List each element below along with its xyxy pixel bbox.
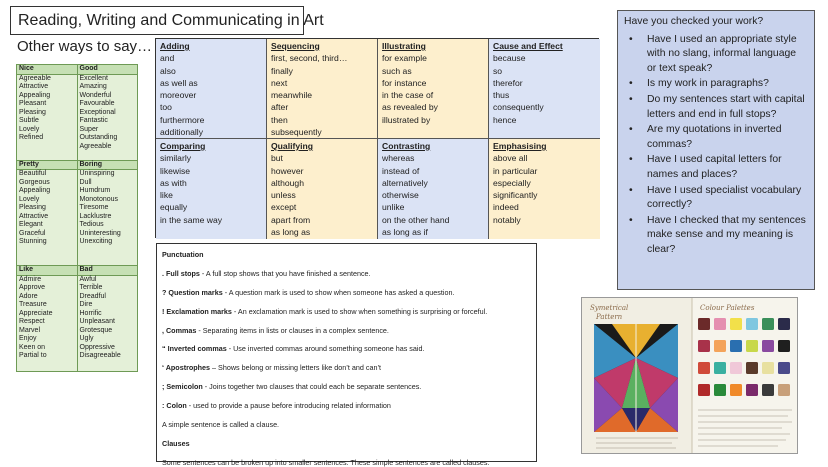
clauses-text: Some sentences can be broken up into smaller sentences. These simple sentences are called clauses. bbox=[162, 457, 490, 467]
list-line: Monotonous bbox=[79, 195, 119, 203]
list-line: Wonderful bbox=[79, 91, 112, 99]
list-line: like bbox=[160, 190, 173, 201]
checklist-question: Have you checked your work? bbox=[624, 16, 764, 27]
list-line: although bbox=[271, 177, 304, 188]
list-line: Unpleasant bbox=[79, 318, 115, 325]
list-line: consequently bbox=[493, 102, 544, 113]
list-line: Stunning bbox=[19, 238, 47, 245]
list-line: for instance bbox=[382, 77, 427, 88]
list-line: meanwhile bbox=[271, 90, 313, 101]
list-line: Fantastic bbox=[79, 117, 108, 124]
list-line: Favourable bbox=[79, 100, 115, 107]
list-line: in the same way bbox=[160, 214, 223, 225]
synonym-heading: Boring bbox=[77, 160, 138, 170]
connective-list bbox=[382, 152, 484, 238]
list-line: Dull bbox=[79, 178, 92, 186]
colour-swatch bbox=[746, 340, 758, 352]
list-line: as with bbox=[160, 177, 187, 188]
list-line: Tiresome bbox=[79, 204, 109, 211]
synonym-heading: Nice bbox=[17, 65, 78, 75]
synonym-group-header bbox=[17, 266, 138, 276]
list-line: Enjoy bbox=[19, 335, 37, 342]
list-line: moreover bbox=[160, 90, 197, 101]
checklist-item: • Have I used an appropriate style with no slang, informal language or text speak? bbox=[624, 33, 808, 77]
list-line: Subtle bbox=[19, 117, 39, 124]
colour-swatch bbox=[714, 384, 726, 396]
connective-list bbox=[271, 52, 373, 138]
list-line: as revealed by bbox=[382, 102, 438, 113]
connective-heading: Adding bbox=[160, 41, 190, 51]
list-line: then bbox=[271, 114, 288, 125]
list-line: alternatively bbox=[382, 177, 428, 188]
connective-list bbox=[493, 152, 596, 226]
synonym-group-body bbox=[17, 275, 138, 371]
symmetrical-pattern-artwork bbox=[594, 324, 678, 432]
list-line: otherwise bbox=[382, 190, 419, 201]
synonym-list bbox=[77, 275, 138, 371]
list-line: Partial to bbox=[19, 352, 47, 359]
sketch-right-title: Colour Palettes bbox=[700, 304, 755, 312]
list-line: Awful bbox=[79, 275, 97, 283]
colour-swatch bbox=[698, 318, 710, 330]
list-line: in the case of bbox=[382, 90, 434, 101]
punctuation-box bbox=[156, 243, 537, 467]
checklist-item: • Have I used capital letters for names and places? bbox=[624, 153, 808, 182]
synonyms-table bbox=[16, 64, 138, 372]
list-line: Attractive bbox=[19, 212, 49, 220]
list-line: above all bbox=[493, 153, 528, 164]
checklist-item: • Have I checked that my sentences make sense and my meaning is clear? bbox=[624, 214, 808, 258]
connective-cell-comparing bbox=[156, 139, 267, 239]
list-line: Oppressive bbox=[79, 343, 115, 351]
list-line: whereas bbox=[382, 153, 415, 164]
list-line: Approve bbox=[19, 284, 46, 291]
connective-heading: Comparing bbox=[160, 141, 206, 151]
synonym-list bbox=[17, 74, 78, 160]
list-line: Horrific bbox=[79, 309, 102, 317]
list-line: additionally bbox=[160, 127, 203, 138]
list-line: such as bbox=[382, 65, 412, 76]
list-line: first, second, third… bbox=[271, 53, 348, 64]
list-line: in particular bbox=[493, 165, 538, 176]
list-line: Unexciting bbox=[79, 238, 113, 245]
list-line: and bbox=[160, 53, 175, 64]
list-line: Dire bbox=[79, 301, 93, 308]
connective-list bbox=[271, 152, 373, 238]
colour-swatch bbox=[714, 340, 726, 352]
list-line: Respect bbox=[19, 318, 45, 325]
punctuation-heading: Punctuation bbox=[162, 250, 204, 259]
list-line: Lovely bbox=[19, 125, 40, 133]
list-line: finally bbox=[271, 65, 293, 76]
list-line: illustrated by bbox=[382, 114, 431, 125]
list-line: Elegant bbox=[19, 221, 43, 228]
colour-swatch bbox=[714, 318, 726, 330]
list-line: Appreciate bbox=[19, 309, 53, 317]
list-line: so bbox=[493, 65, 503, 76]
connective-heading: Contrasting bbox=[382, 141, 431, 151]
list-line: apart from bbox=[271, 214, 311, 225]
colour-swatch bbox=[698, 340, 710, 352]
colour-swatch bbox=[778, 362, 790, 374]
punctuation-item: ? Question marks - A question mark is used to show when someone has asked a question. bbox=[162, 287, 455, 297]
punctuation-item: ; Semicolon - Joins together two clauses that could each be separate sentences. bbox=[162, 382, 422, 392]
list-line: Amazing bbox=[79, 83, 107, 90]
list-line: indeed bbox=[493, 202, 519, 213]
list-line: too bbox=[160, 102, 172, 113]
punctuation-item: “ Inverted commas - Use inverted commas around something someone has said. bbox=[162, 344, 425, 354]
list-line: Agreeable bbox=[79, 142, 112, 150]
synonym-list bbox=[77, 74, 138, 160]
synonym-heading: Pretty bbox=[17, 160, 78, 170]
colour-swatch bbox=[730, 384, 742, 396]
list-line: unlike bbox=[382, 202, 405, 213]
list-line: Adore bbox=[19, 292, 38, 300]
synonym-list bbox=[17, 275, 78, 371]
colour-swatch bbox=[762, 340, 774, 352]
list-line: Grotesque bbox=[79, 326, 113, 334]
list-line: except bbox=[271, 202, 297, 213]
list-line: significantly bbox=[493, 190, 538, 201]
connective-cell-illustrating bbox=[378, 39, 489, 139]
list-line: Disagreeable bbox=[79, 352, 121, 359]
list-line: Appealing bbox=[19, 91, 51, 99]
colour-swatch bbox=[746, 362, 758, 374]
connective-list bbox=[160, 152, 262, 226]
list-line: Gorgeous bbox=[19, 178, 50, 186]
list-line: Admire bbox=[19, 275, 42, 283]
colour-swatch bbox=[746, 384, 758, 396]
list-line: unless bbox=[271, 190, 296, 201]
colour-swatch bbox=[778, 340, 790, 352]
connective-cell-sequencing bbox=[267, 39, 378, 139]
connective-cell-emphasising bbox=[489, 139, 600, 239]
connective-heading: Cause and Effect bbox=[493, 41, 563, 51]
list-line: Marvel bbox=[19, 326, 41, 334]
list-line: Beautiful bbox=[19, 170, 47, 177]
list-line: after bbox=[271, 102, 289, 113]
synonym-heading: Good bbox=[77, 65, 138, 75]
list-line: notably bbox=[493, 214, 521, 225]
list-line: Agreeable bbox=[19, 74, 51, 82]
list-line: similarly bbox=[160, 153, 192, 164]
list-line: thus bbox=[493, 90, 510, 101]
list-line: Outstanding bbox=[79, 134, 118, 141]
list-line: Ugly bbox=[79, 335, 94, 342]
list-line: Super bbox=[79, 125, 99, 133]
list-line: likewise bbox=[160, 165, 191, 176]
colour-swatch bbox=[746, 318, 758, 330]
list-line: Lovely bbox=[19, 195, 40, 203]
list-line: instead of bbox=[382, 165, 420, 176]
connective-cell-adding bbox=[156, 39, 267, 139]
list-line: on the other hand bbox=[382, 214, 450, 225]
checklist-item: • Have I used specialist vocabulary correctly? bbox=[624, 184, 808, 213]
list-line: as long as bbox=[271, 227, 311, 238]
connective-cell-contrasting bbox=[378, 139, 489, 239]
list-line: Excellent bbox=[79, 74, 108, 82]
synonym-list bbox=[17, 170, 78, 266]
page-title: Reading, Writing and Communicating in Art bbox=[10, 6, 304, 35]
connective-list bbox=[160, 52, 262, 138]
list-line: Lacklustre bbox=[79, 212, 112, 220]
list-line: next bbox=[271, 77, 288, 88]
punctuation-item: ! Exclamation marks - An exclamation mark is used to show when something is surprising or forceful. bbox=[162, 306, 488, 316]
colour-swatch bbox=[778, 318, 790, 330]
sketch-left-title-1: Symetrical bbox=[590, 304, 629, 312]
punctuation-item: . Full stops - A full stop shows that you have finished a sentence. bbox=[162, 268, 371, 278]
synonym-heading: Bad bbox=[77, 266, 138, 276]
connective-heading: Emphasising bbox=[493, 141, 547, 151]
colour-swatch bbox=[698, 362, 710, 374]
synonym-group-header bbox=[17, 65, 138, 75]
punctuation-item: : Colon - used to provide a pause before introducing related information bbox=[162, 401, 391, 411]
list-line: Attractive bbox=[19, 83, 49, 90]
work-checklist bbox=[617, 10, 815, 290]
checklist-items bbox=[624, 33, 808, 258]
connective-list bbox=[382, 52, 484, 126]
list-line: subsequently bbox=[271, 127, 322, 138]
colour-swatch bbox=[730, 362, 742, 374]
list-line: especially bbox=[493, 177, 531, 188]
list-line: as well as bbox=[160, 77, 198, 88]
connective-cell-cause-effect bbox=[489, 39, 600, 139]
colour-swatch bbox=[714, 362, 726, 374]
colour-swatch bbox=[730, 340, 742, 352]
sketch-left-title-2: Pattern bbox=[596, 313, 623, 321]
list-line: Appealing bbox=[19, 187, 51, 194]
list-line: Pleasing bbox=[19, 108, 46, 116]
list-line: however bbox=[271, 165, 304, 176]
list-line: Dreadful bbox=[79, 292, 106, 300]
colour-swatch bbox=[698, 384, 710, 396]
list-line: as long as if bbox=[382, 227, 428, 238]
punctuation-item: , Commas - Separating items in lists or clauses in a complex sentence. bbox=[162, 325, 389, 335]
list-line: Humdrum bbox=[79, 187, 111, 194]
sketchbook-image bbox=[581, 297, 798, 454]
colour-swatch bbox=[762, 362, 774, 374]
list-line: therefor bbox=[493, 77, 523, 88]
list-line: Refined bbox=[19, 134, 44, 141]
list-line: but bbox=[271, 153, 283, 164]
synonym-list bbox=[77, 170, 138, 266]
colour-swatch bbox=[778, 384, 790, 396]
list-line: Keen on bbox=[19, 343, 46, 351]
simple-sentence-text: A simple sentence is called a clause. bbox=[162, 420, 280, 430]
colour-swatch bbox=[762, 384, 774, 396]
connective-heading: Illustrating bbox=[382, 41, 426, 51]
connective-heading: Sequencing bbox=[271, 41, 320, 51]
list-line: Pleasing bbox=[19, 204, 46, 211]
sketchbook-illustration bbox=[582, 298, 798, 454]
connective-heading: Qualifying bbox=[271, 141, 314, 151]
checklist-item: • Do my sentences start with capital letters and end in full stops? bbox=[624, 93, 808, 122]
clauses-heading: Clauses bbox=[162, 438, 190, 448]
list-line: for example bbox=[382, 53, 427, 64]
synonym-group-body bbox=[17, 170, 138, 266]
synonym-group-body bbox=[17, 74, 138, 160]
connective-cell-qualifying bbox=[267, 139, 378, 239]
list-line: Tedious bbox=[79, 221, 104, 228]
synonym-group-header bbox=[17, 160, 138, 170]
list-line: also bbox=[160, 65, 176, 76]
list-line: Exceptional bbox=[79, 108, 116, 116]
list-line: furthermore bbox=[160, 114, 205, 125]
list-line: Uninteresting bbox=[79, 229, 121, 237]
list-line: Pleasant bbox=[19, 100, 47, 107]
connectives-grid bbox=[155, 38, 599, 238]
checklist-item: • Are my quotations in inverted commas? bbox=[624, 123, 808, 152]
list-line: hence bbox=[493, 114, 517, 125]
checklist-item: • Is my work in paragraphs? bbox=[624, 77, 808, 92]
list-line: Treasure bbox=[19, 301, 47, 308]
list-line: Uninspiring bbox=[79, 170, 115, 177]
list-line: because bbox=[493, 53, 526, 64]
synonyms-subtitle: Other ways to say… bbox=[17, 38, 153, 55]
synonym-heading: Like bbox=[17, 266, 78, 276]
connective-list bbox=[493, 52, 596, 126]
list-line: Graceful bbox=[19, 229, 46, 237]
punctuation-item: ‘ Apostrophes – Shows belong or missing letters like don’t and can’t bbox=[162, 363, 382, 373]
colour-swatch bbox=[762, 318, 774, 330]
list-line: Terrible bbox=[79, 284, 103, 291]
colour-swatch bbox=[730, 318, 742, 330]
list-line: equally bbox=[160, 202, 188, 213]
